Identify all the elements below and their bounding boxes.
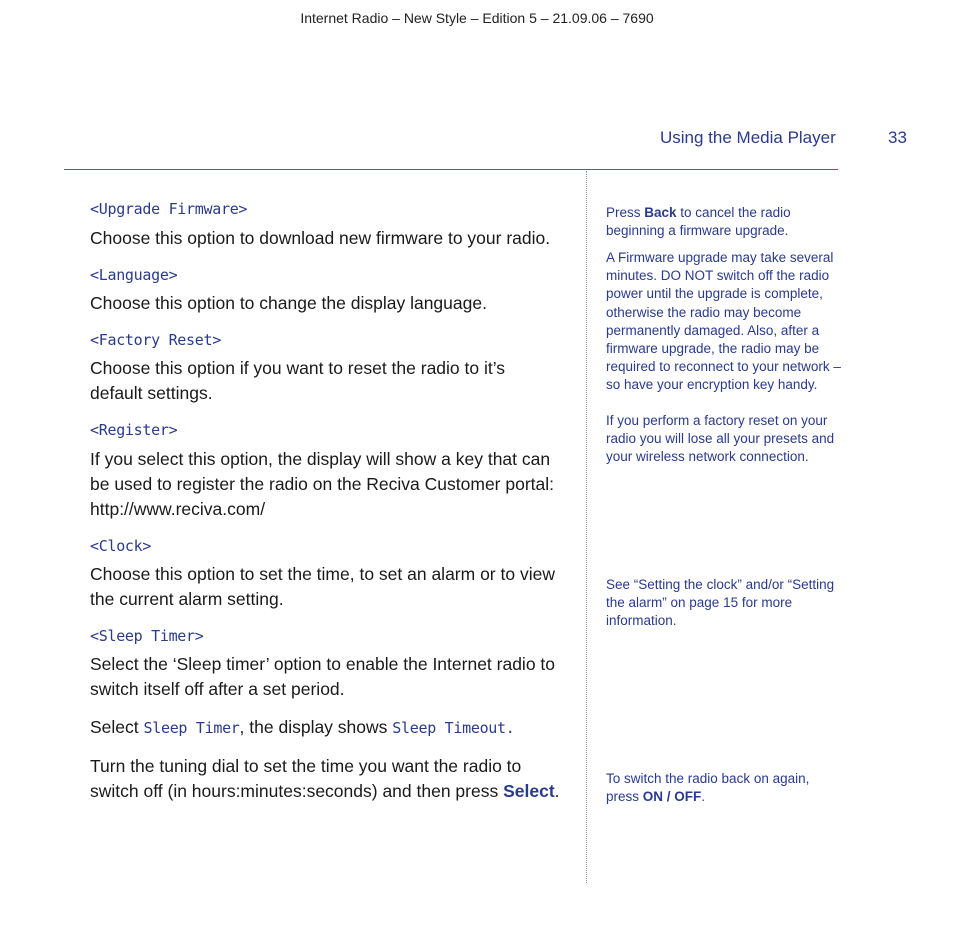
switch-suffix: .	[701, 789, 706, 805]
sleep-timer-lcd: Sleep Timer	[143, 719, 240, 737]
language-heading: <Language>	[90, 266, 178, 284]
select-key: Select	[503, 781, 555, 801]
tuning-dial-text	[90, 754, 560, 804]
edition-line: Internet Radio – New Style – Edition 5 – 21.09.06 – 7690	[300, 10, 654, 26]
back-key: Back	[644, 205, 677, 220]
register-heading: <Register>	[90, 421, 178, 439]
upgrade-firmware-text: Choose this option to download new firmware to your radio.	[90, 228, 551, 248]
turn-text: Turn the tuning dial to set the time you want the radio to switch off (in hours:minutes:seconds) and then press	[90, 756, 522, 801]
sleep-timer-heading: <Sleep Timer>	[90, 627, 204, 645]
upgrade-firmware-heading: <Upgrade Firmware>	[90, 200, 248, 218]
page-number: 33	[888, 128, 907, 147]
clock-note-text: See “Setting the clock” and/or “Setting the alarm” on page 15 for more information.	[606, 577, 835, 629]
language-text: Choose this option to change the display language.	[90, 293, 487, 313]
back-prefix: Press	[606, 205, 645, 220]
side-note-switch	[606, 770, 842, 806]
side-note-clock	[606, 576, 842, 631]
sleep-timer-select-line	[90, 715, 570, 741]
turn-end: .	[554, 781, 560, 801]
register-text: If you select this option, the display will show a key that can be used to register the radio on the Reciva Customer portal: http://www.reciva.com/	[90, 449, 554, 519]
sleep-timeout-lcd: Sleep Timeout.	[392, 719, 515, 737]
factory-reset-text: Choose this option if you want to reset the radio to it’s default settings.	[90, 358, 506, 403]
section-title: Using the Media Player	[660, 128, 836, 147]
select-prefix: Select	[90, 717, 144, 737]
switch-prefix: To switch the radio back on again, press	[606, 771, 810, 805]
onoff-key: ON / OFF	[642, 789, 702, 805]
sleep-timer-text: Select the ‘Sleep timer’ option to enable the Internet radio to switch itself off after a set period.	[90, 654, 556, 699]
clock-text: Choose this option to set the time, to set an alarm or to view the current alarm setting.	[90, 564, 555, 609]
side-note-factory	[606, 412, 842, 467]
header-rule	[64, 169, 838, 170]
factory-reset-heading: <Factory Reset>	[90, 331, 221, 349]
select-middle: , the display shows	[239, 717, 393, 737]
firmware-warning-text: A Firmware upgrade may take several minutes. DO NOT switch off the radio power until the upgrade is complete, otherwise the radio may become permanently damaged. Also, after a firmware upgrade, the radio may be required to reconnect to your network – so have your encryption key handy.	[606, 250, 841, 393]
clock-heading: <Clock>	[90, 537, 152, 555]
column-divider	[586, 171, 587, 883]
side-note-firmware-warning	[606, 249, 842, 395]
back-suffix: to cancel the radio beginning a firmware upgrade.	[606, 205, 791, 239]
side-note-back	[606, 204, 842, 240]
main-column	[90, 198, 570, 804]
factory-note-text: If you perform a factory reset on your radio you will lose all your presets and your wireless network connection.	[606, 413, 835, 465]
